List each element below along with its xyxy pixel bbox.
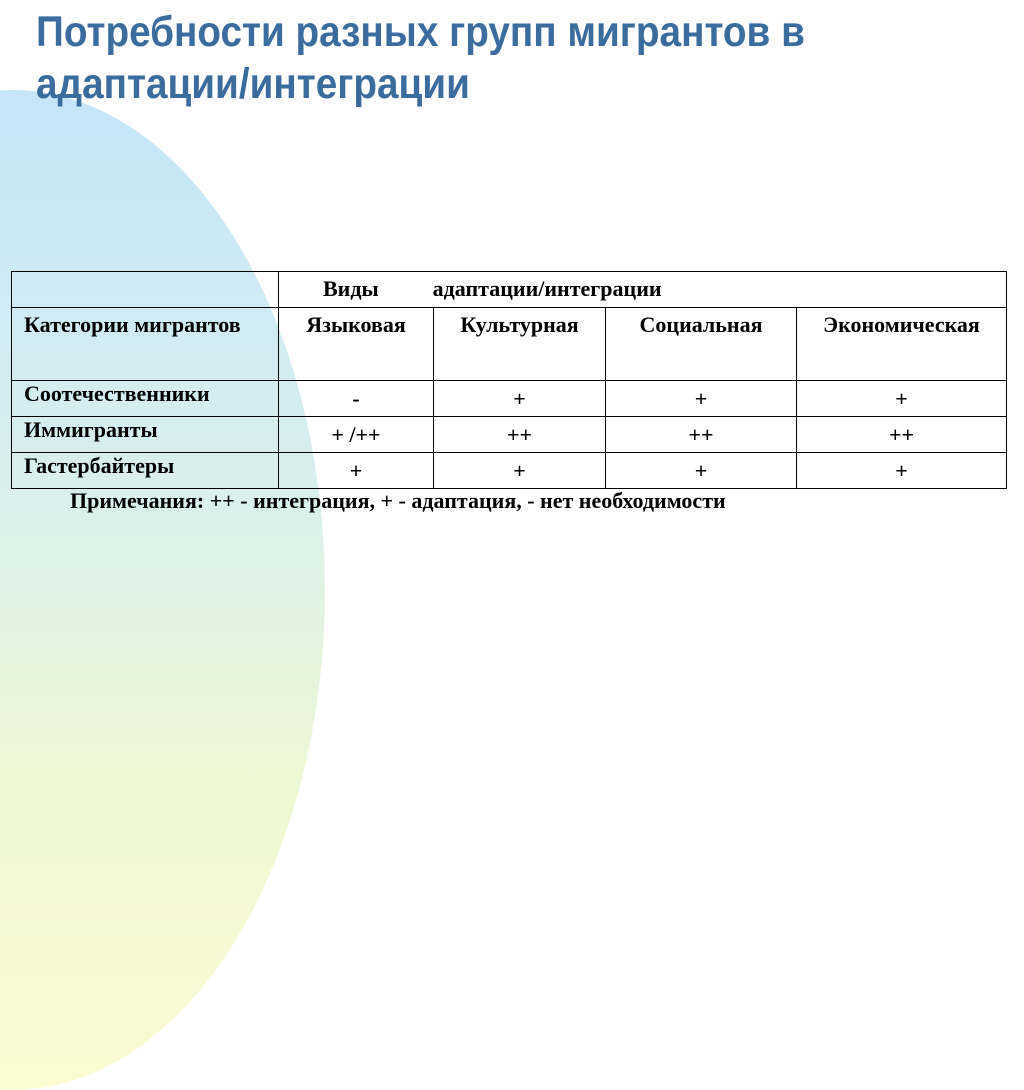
table-cell: + [279, 453, 434, 489]
background-decoration [0, 90, 325, 1090]
table-cell: + [606, 381, 797, 417]
table-row [12, 453, 1007, 489]
types-rest: адаптации/интеграции [432, 276, 662, 301]
category-header: Категории мигрантов [12, 308, 279, 381]
row-category: Иммигранты [12, 417, 279, 453]
table-cell: + [434, 453, 606, 489]
column-header: Социальная [606, 308, 797, 381]
title-line-2: адаптации/интеграции [36, 60, 470, 108]
table-corner-cell [12, 272, 279, 308]
table-cell: + [606, 453, 797, 489]
column-header: Культурная [434, 308, 606, 381]
table-note: Примечания: ++ - интеграция, + - адаптация, - нет необходимости [70, 488, 726, 513]
table-row [12, 417, 1007, 453]
table-header-row [12, 272, 1007, 308]
table-subheader-row [12, 308, 1007, 381]
table-row [12, 381, 1007, 417]
table-cell: ++ [606, 417, 797, 453]
table-cell: ++ [434, 417, 606, 453]
table-cell: + /++ [279, 417, 434, 453]
table-cell: + [797, 453, 1007, 489]
row-category: Гастербайтеры [12, 453, 279, 489]
needs-table [11, 271, 1007, 489]
types-word: Виды [323, 276, 379, 301]
adaptation-types-header [279, 272, 1007, 308]
table-cell: - [279, 381, 434, 417]
column-header: Языковая [279, 308, 434, 381]
title-line-1: Потребности разных групп мигрантов в [36, 8, 805, 56]
row-category: Соотечественники [12, 381, 279, 417]
table-cell: + [797, 381, 1007, 417]
table-cell: ++ [797, 417, 1007, 453]
column-header: Экономическая [797, 308, 1007, 381]
table-cell: + [434, 381, 606, 417]
slide-title [36, 6, 900, 110]
